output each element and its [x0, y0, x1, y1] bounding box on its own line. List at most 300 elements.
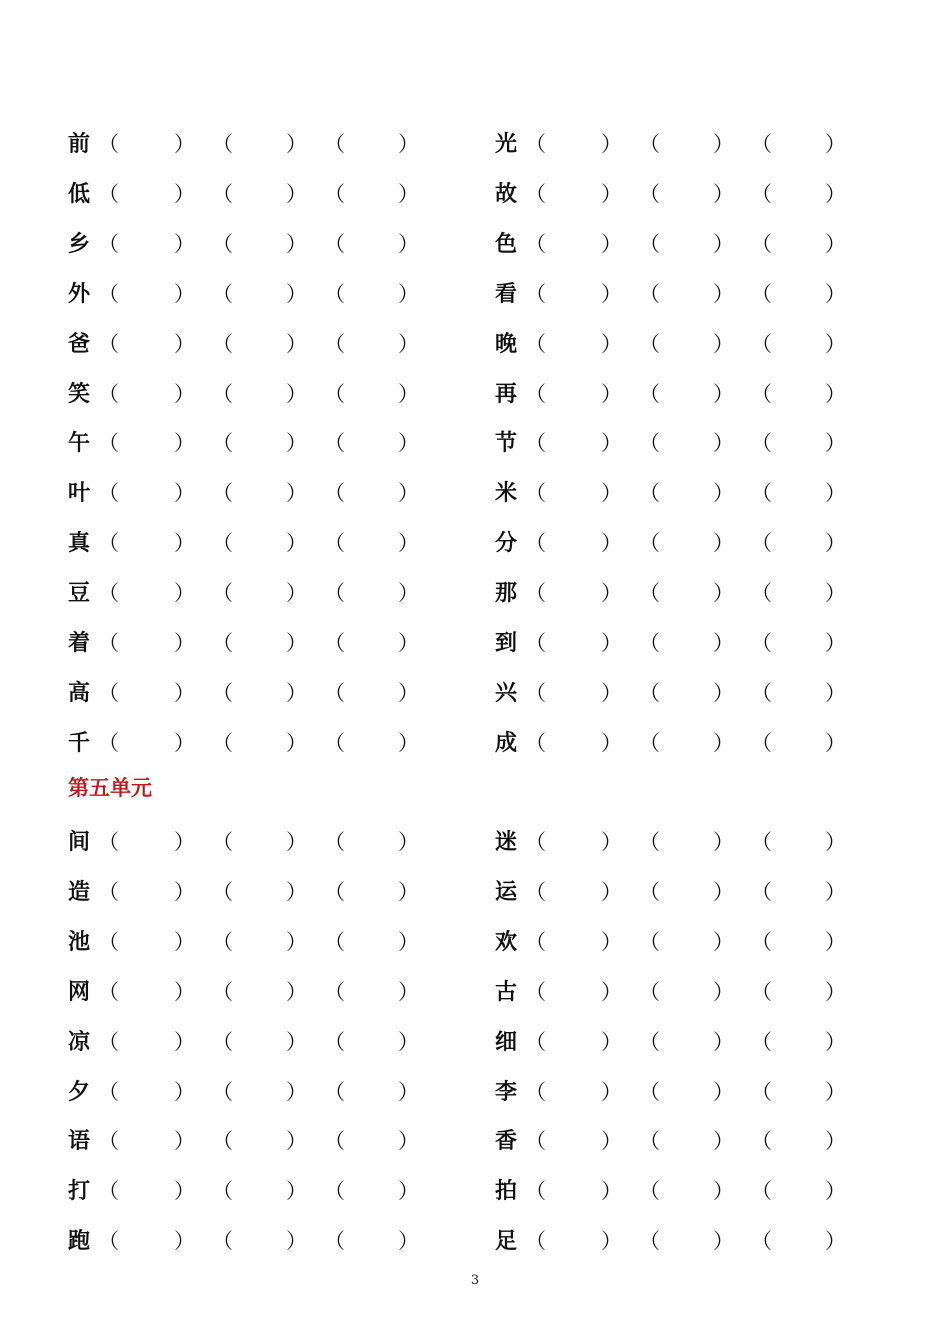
open-paren: （	[98, 581, 119, 606]
close-paren: ）	[713, 531, 734, 556]
word-blank[interactable]	[342, 1125, 406, 1155]
character-label: 前	[68, 131, 91, 157]
word-blank[interactable]	[543, 1175, 609, 1205]
open-paren: （	[639, 1179, 660, 1204]
open-paren: （	[639, 929, 660, 954]
word-blank[interactable]	[657, 427, 721, 457]
open-paren: （	[324, 730, 345, 755]
open-paren: （	[98, 381, 119, 406]
word-item	[68, 723, 448, 763]
close-paren: ）	[713, 631, 734, 655]
word-blank[interactable]	[116, 1026, 182, 1056]
word-item	[68, 573, 448, 613]
word-blank[interactable]	[543, 228, 609, 258]
open-paren: （	[751, 830, 772, 854]
word-blank[interactable]	[657, 727, 721, 757]
word-item	[68, 822, 448, 862]
word-blank[interactable]	[769, 677, 833, 707]
word-item	[495, 124, 875, 164]
word-item	[68, 972, 448, 1012]
open-paren: （	[639, 381, 660, 406]
word-blank[interactable]	[230, 128, 294, 158]
word-blank[interactable]	[769, 228, 833, 258]
close-paren: ）	[825, 1179, 846, 1204]
word-blank[interactable]	[116, 1076, 182, 1106]
word-blank[interactable]	[543, 1125, 609, 1155]
word-blank[interactable]	[543, 128, 609, 158]
word-blank[interactable]	[543, 378, 609, 408]
word-blank[interactable]	[116, 1225, 182, 1255]
close-paren: ）	[174, 181, 195, 206]
open-paren: （	[525, 680, 546, 705]
word-blank[interactable]	[543, 677, 609, 707]
word-item	[68, 423, 448, 463]
worksheet-row	[0, 374, 950, 414]
word-item	[68, 473, 448, 513]
close-paren: ）	[286, 929, 307, 954]
word-blank[interactable]	[116, 328, 182, 358]
character-label: 分	[495, 530, 518, 557]
open-paren: （	[525, 181, 546, 206]
word-blank[interactable]	[769, 278, 833, 308]
close-paren: ）	[825, 531, 846, 556]
close-paren: ）	[398, 381, 419, 406]
word-blank[interactable]	[116, 976, 182, 1006]
open-paren: （	[212, 132, 233, 156]
worksheet-row	[0, 1171, 950, 1211]
word-blank[interactable]	[657, 278, 721, 308]
word-blank[interactable]	[116, 278, 182, 308]
word-blank[interactable]	[230, 1076, 294, 1106]
worksheet-row	[0, 573, 950, 613]
close-paren: ）	[174, 431, 195, 456]
word-blank[interactable]	[116, 926, 182, 956]
word-item	[495, 573, 875, 613]
character-label: 节	[495, 430, 518, 457]
word-blank[interactable]	[342, 328, 406, 358]
word-blank[interactable]	[116, 876, 182, 906]
word-blank[interactable]	[543, 727, 609, 757]
word-blank[interactable]	[116, 527, 182, 557]
open-paren: （	[98, 929, 119, 954]
open-paren: （	[212, 1179, 233, 1204]
word-item	[495, 723, 875, 763]
close-paren: ）	[174, 132, 195, 156]
open-paren: （	[639, 631, 660, 655]
word-blank[interactable]	[116, 178, 182, 208]
word-blank[interactable]	[657, 627, 721, 657]
word-blank[interactable]	[230, 477, 294, 507]
worksheet-row	[0, 1022, 950, 1062]
open-paren: （	[324, 281, 345, 306]
word-blank[interactable]	[543, 627, 609, 657]
word-blank[interactable]	[657, 477, 721, 507]
open-paren: （	[525, 431, 546, 456]
word-blank[interactable]	[543, 178, 609, 208]
word-blank[interactable]	[342, 1026, 406, 1056]
word-blank[interactable]	[230, 677, 294, 707]
word-item	[68, 872, 448, 912]
word-blank[interactable]	[230, 1225, 294, 1255]
open-paren: （	[525, 929, 546, 954]
word-blank[interactable]	[769, 627, 833, 657]
word-item	[68, 1171, 448, 1211]
word-blank[interactable]	[116, 727, 182, 757]
word-item	[495, 872, 875, 912]
open-paren: （	[751, 281, 772, 306]
word-blank[interactable]	[342, 876, 406, 906]
word-blank[interactable]	[342, 826, 406, 856]
word-blank[interactable]	[769, 178, 833, 208]
close-paren: ）	[601, 680, 622, 705]
character-label: 语	[68, 1128, 91, 1155]
word-blank[interactable]	[342, 1175, 406, 1205]
close-paren: ）	[398, 1179, 419, 1204]
word-item	[495, 274, 875, 314]
word-item	[495, 822, 875, 862]
word-blank[interactable]	[342, 378, 406, 408]
open-paren: （	[525, 231, 546, 256]
open-paren: （	[324, 1229, 345, 1254]
close-paren: ）	[825, 1129, 846, 1154]
close-paren: ）	[398, 181, 419, 206]
word-blank[interactable]	[657, 876, 721, 906]
word-blank[interactable]	[543, 976, 609, 1006]
close-paren: ）	[174, 531, 195, 556]
word-blank[interactable]	[769, 328, 833, 358]
word-blank[interactable]	[230, 727, 294, 757]
word-blank[interactable]	[116, 378, 182, 408]
word-blank[interactable]	[230, 577, 294, 607]
close-paren: ）	[286, 281, 307, 306]
open-paren: （	[98, 631, 119, 655]
close-paren: ）	[713, 1129, 734, 1154]
word-blank[interactable]	[543, 577, 609, 607]
word-blank[interactable]	[769, 727, 833, 757]
word-blank[interactable]	[657, 328, 721, 358]
open-paren: （	[639, 231, 660, 256]
character-label: 晚	[495, 330, 518, 357]
word-blank[interactable]	[769, 128, 833, 158]
close-paren: ）	[825, 381, 846, 406]
character-label: 着	[68, 630, 91, 656]
close-paren: ）	[286, 431, 307, 456]
worksheet-row	[0, 723, 950, 763]
open-paren: （	[98, 1029, 119, 1054]
word-blank[interactable]	[116, 1175, 182, 1205]
word-blank[interactable]	[543, 328, 609, 358]
close-paren: ）	[825, 331, 846, 356]
close-paren: ）	[286, 531, 307, 556]
word-blank[interactable]	[657, 228, 721, 258]
word-blank[interactable]	[657, 178, 721, 208]
word-blank[interactable]	[342, 278, 406, 308]
word-blank[interactable]	[769, 427, 833, 457]
character-label: 米	[495, 480, 518, 507]
close-paren: ）	[601, 431, 622, 456]
word-blank[interactable]	[342, 178, 406, 208]
open-paren: （	[525, 581, 546, 606]
character-label: 古	[495, 978, 518, 1005]
word-item	[68, 1072, 448, 1112]
word-blank[interactable]	[230, 328, 294, 358]
open-paren: （	[525, 1129, 546, 1154]
open-paren: （	[639, 879, 660, 904]
close-paren: ）	[713, 929, 734, 954]
character-label: 那	[495, 580, 518, 607]
close-paren: ）	[601, 1229, 622, 1254]
word-blank[interactable]	[116, 826, 182, 856]
character-label: 色	[495, 230, 518, 257]
open-paren: （	[98, 830, 119, 854]
close-paren: ）	[601, 631, 622, 655]
word-blank[interactable]	[116, 128, 182, 158]
word-blank[interactable]	[342, 976, 406, 1006]
open-paren: （	[212, 929, 233, 954]
open-paren: （	[525, 879, 546, 904]
close-paren: ）	[825, 830, 846, 854]
word-blank[interactable]	[769, 976, 833, 1006]
close-paren: ）	[713, 879, 734, 904]
word-item	[68, 523, 448, 563]
word-blank[interactable]	[657, 677, 721, 707]
close-paren: ）	[601, 979, 622, 1004]
word-blank[interactable]	[543, 1225, 609, 1255]
close-paren: ）	[713, 381, 734, 406]
open-paren: （	[324, 979, 345, 1004]
open-paren: （	[98, 331, 119, 356]
close-paren: ）	[286, 181, 307, 206]
close-paren: ）	[601, 181, 622, 206]
character-label: 光	[495, 131, 518, 157]
word-blank[interactable]	[230, 178, 294, 208]
word-blank[interactable]	[342, 577, 406, 607]
word-item	[495, 174, 875, 214]
word-item	[495, 1221, 875, 1261]
word-item	[68, 174, 448, 214]
close-paren: ）	[825, 431, 846, 456]
word-blank[interactable]	[769, 1076, 833, 1106]
word-blank[interactable]	[769, 826, 833, 856]
worksheet-row	[0, 623, 950, 663]
open-paren: （	[98, 231, 119, 256]
word-blank[interactable]	[543, 1076, 609, 1106]
word-blank[interactable]	[342, 1076, 406, 1106]
close-paren: ）	[286, 680, 307, 705]
open-paren: （	[751, 132, 772, 156]
character-label: 跑	[68, 1228, 91, 1255]
word-blank[interactable]	[342, 677, 406, 707]
open-paren: （	[212, 181, 233, 206]
character-label: 凉	[68, 1028, 91, 1055]
word-blank[interactable]	[342, 527, 406, 557]
word-blank[interactable]	[543, 477, 609, 507]
word-blank[interactable]	[657, 976, 721, 1006]
open-paren: （	[98, 979, 119, 1004]
close-paren: ）	[286, 730, 307, 755]
word-blank[interactable]	[342, 477, 406, 507]
close-paren: ）	[398, 531, 419, 556]
word-item	[68, 124, 448, 164]
close-paren: ）	[174, 929, 195, 954]
word-blank[interactable]	[230, 1175, 294, 1205]
word-blank[interactable]	[657, 826, 721, 856]
open-paren: （	[751, 1179, 772, 1204]
close-paren: ）	[174, 631, 195, 655]
word-blank[interactable]	[657, 577, 721, 607]
close-paren: ）	[398, 132, 419, 156]
open-paren: （	[639, 730, 660, 755]
open-paren: （	[525, 631, 546, 655]
close-paren: ）	[286, 830, 307, 854]
word-blank[interactable]	[116, 427, 182, 457]
word-blank[interactable]	[230, 1125, 294, 1155]
word-blank[interactable]	[342, 128, 406, 158]
word-blank[interactable]	[769, 577, 833, 607]
word-blank[interactable]	[230, 1026, 294, 1056]
close-paren: ）	[174, 830, 195, 854]
character-label: 网	[68, 978, 91, 1005]
word-blank[interactable]	[769, 477, 833, 507]
word-blank[interactable]	[342, 1225, 406, 1255]
word-blank[interactable]	[230, 976, 294, 1006]
character-label: 看	[495, 280, 518, 307]
word-blank[interactable]	[342, 727, 406, 757]
open-paren: （	[98, 281, 119, 306]
word-blank[interactable]	[769, 1175, 833, 1205]
word-blank[interactable]	[657, 1076, 721, 1106]
word-blank[interactable]	[230, 228, 294, 258]
open-paren: （	[324, 879, 345, 904]
word-blank[interactable]	[543, 926, 609, 956]
open-paren: （	[324, 631, 345, 655]
word-blank[interactable]	[543, 427, 609, 457]
open-paren: （	[212, 979, 233, 1004]
worksheet-row	[0, 1221, 950, 1261]
open-paren: （	[751, 431, 772, 456]
word-blank[interactable]	[657, 1175, 721, 1205]
word-blank[interactable]	[116, 228, 182, 258]
character-label: 细	[495, 1028, 518, 1055]
close-paren: ）	[286, 481, 307, 506]
word-blank[interactable]	[230, 378, 294, 408]
word-blank[interactable]	[230, 627, 294, 657]
close-paren: ）	[286, 381, 307, 406]
close-paren: ）	[825, 231, 846, 256]
close-paren: ）	[601, 531, 622, 556]
word-blank[interactable]	[230, 826, 294, 856]
open-paren: （	[212, 281, 233, 306]
word-item	[68, 274, 448, 314]
word-blank[interactable]	[230, 278, 294, 308]
word-blank[interactable]	[116, 1125, 182, 1155]
word-blank[interactable]	[769, 1125, 833, 1155]
open-paren: （	[324, 481, 345, 506]
open-paren: （	[751, 1079, 772, 1104]
word-blank[interactable]	[342, 926, 406, 956]
word-blank[interactable]	[657, 527, 721, 557]
character-label: 李	[495, 1078, 518, 1105]
close-paren: ）	[825, 181, 846, 206]
word-blank[interactable]	[543, 1026, 609, 1056]
open-paren: （	[751, 1029, 772, 1054]
word-blank[interactable]	[657, 926, 721, 956]
close-paren: ）	[174, 1029, 195, 1054]
word-blank[interactable]	[342, 427, 406, 457]
open-paren: （	[639, 481, 660, 506]
word-blank[interactable]	[657, 378, 721, 408]
worksheet-row	[0, 124, 950, 164]
open-paren: （	[324, 531, 345, 556]
character-label: 外	[68, 280, 91, 307]
word-blank[interactable]	[769, 378, 833, 408]
word-blank[interactable]	[116, 627, 182, 657]
close-paren: ）	[398, 231, 419, 256]
character-label: 故	[495, 180, 518, 207]
worksheet-row	[0, 224, 950, 264]
open-paren: （	[212, 381, 233, 406]
open-paren: （	[751, 381, 772, 406]
open-paren: （	[751, 680, 772, 705]
word-blank[interactable]	[543, 527, 609, 557]
word-blank[interactable]	[116, 577, 182, 607]
word-blank[interactable]	[230, 527, 294, 557]
word-blank[interactable]	[543, 876, 609, 906]
worksheet-row	[0, 822, 950, 862]
open-paren: （	[212, 680, 233, 705]
word-blank[interactable]	[230, 427, 294, 457]
word-blank[interactable]	[769, 1225, 833, 1255]
word-blank[interactable]	[543, 278, 609, 308]
word-blank[interactable]	[230, 926, 294, 956]
open-paren: （	[212, 1029, 233, 1054]
close-paren: ）	[825, 1229, 846, 1254]
open-paren: （	[324, 132, 345, 156]
word-item	[495, 473, 875, 513]
close-paren: ）	[286, 231, 307, 256]
word-blank[interactable]	[543, 826, 609, 856]
close-paren: ）	[174, 481, 195, 506]
close-paren: ）	[286, 1229, 307, 1254]
word-blank[interactable]	[657, 128, 721, 158]
close-paren: ）	[398, 281, 419, 306]
word-item	[68, 224, 448, 264]
word-blank[interactable]	[769, 527, 833, 557]
close-paren: ）	[713, 181, 734, 206]
open-paren: （	[751, 581, 772, 606]
close-paren: ）	[286, 1129, 307, 1154]
word-blank[interactable]	[657, 1026, 721, 1056]
word-blank[interactable]	[116, 477, 182, 507]
word-blank[interactable]	[230, 876, 294, 906]
word-blank[interactable]	[769, 926, 833, 956]
word-blank[interactable]	[657, 1125, 721, 1155]
word-blank[interactable]	[769, 876, 833, 906]
word-blank[interactable]	[116, 677, 182, 707]
word-blank[interactable]	[657, 1225, 721, 1255]
open-paren: （	[324, 1079, 345, 1104]
open-paren: （	[212, 331, 233, 356]
word-item	[68, 1022, 448, 1062]
worksheet-row	[0, 473, 950, 513]
close-paren: ）	[825, 631, 846, 655]
word-blank[interactable]	[342, 627, 406, 657]
open-paren: （	[525, 132, 546, 156]
open-paren: （	[212, 431, 233, 456]
close-paren: ）	[825, 929, 846, 954]
word-blank[interactable]	[342, 228, 406, 258]
word-blank[interactable]	[769, 1026, 833, 1056]
